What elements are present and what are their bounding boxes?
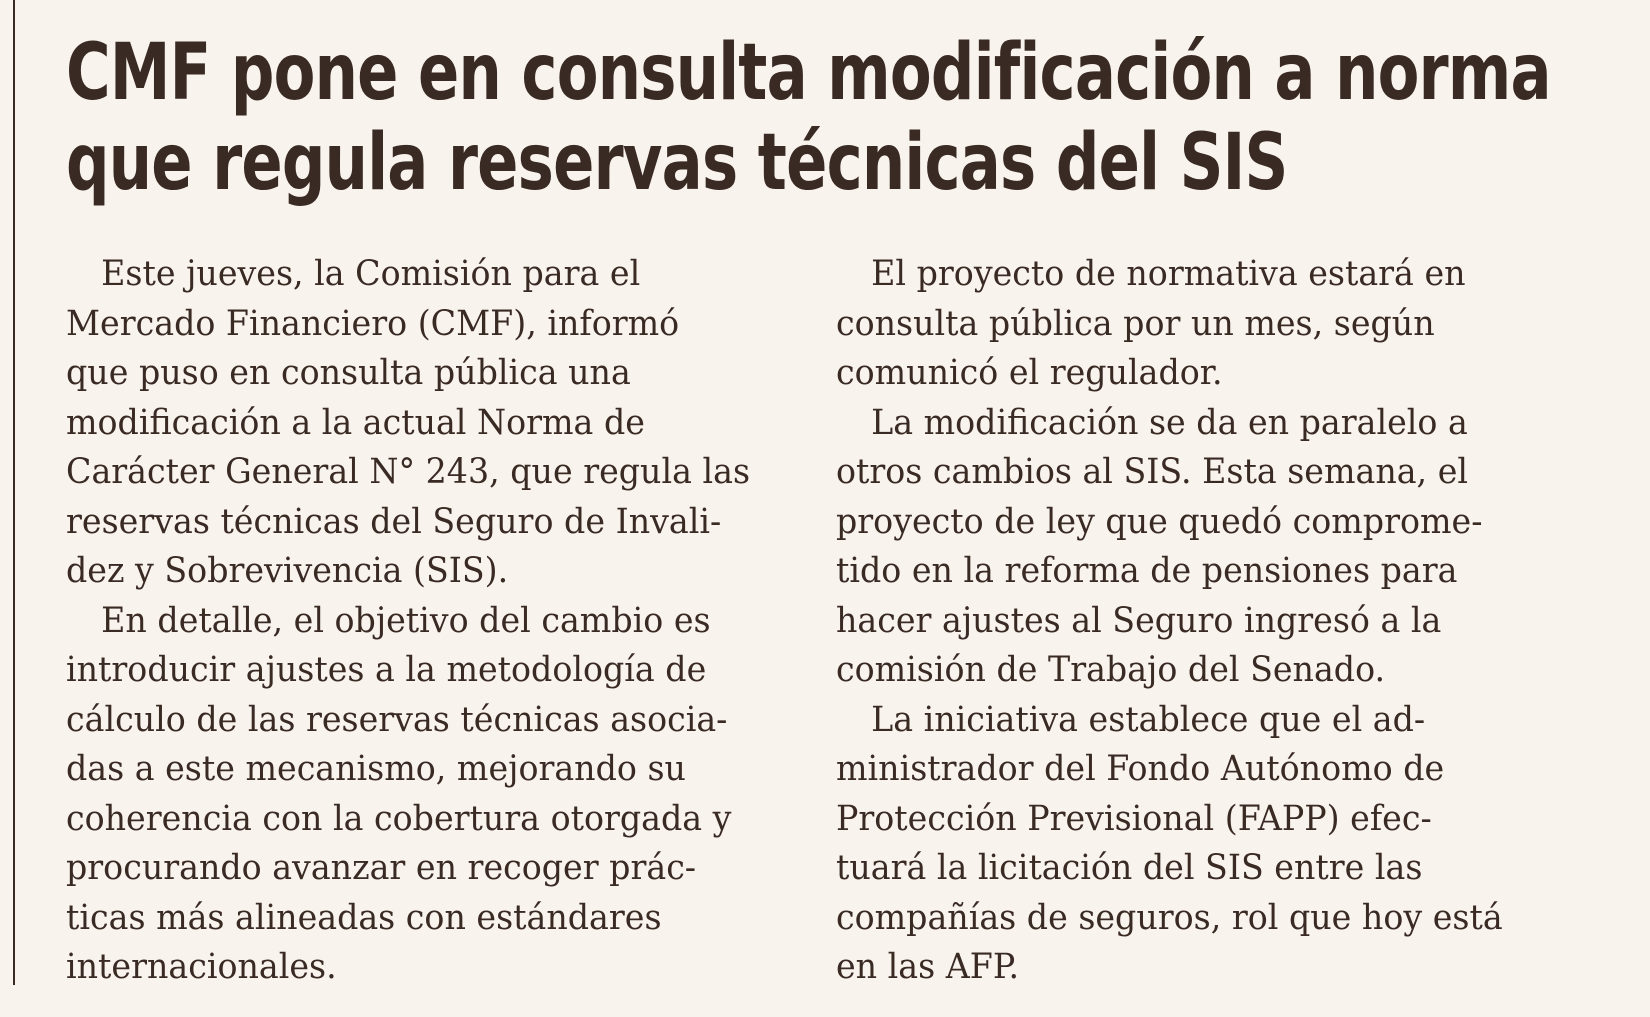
- headline-line: CMF pone en consulta modificación a norma: [66, 28, 1551, 118]
- body-text-line: ministrador del Fondo Autónomo de: [836, 749, 1445, 789]
- body-text-line: procurando avanzar en recoger prác-: [66, 848, 697, 888]
- body-text-line: Carácter General N° 243, que regula las: [66, 452, 751, 492]
- body-text-line: otros cambios al SIS. Esta semana, el: [836, 452, 1469, 492]
- column-rule: [13, 0, 15, 985]
- body-text-line: introducir ajustes a la metodología de: [66, 650, 707, 690]
- body-text-line: En detalle, el objetivo del cambio es: [101, 600, 711, 641]
- body-text-line: El proyecto de normativa estará en: [871, 254, 1466, 294]
- body-text-line: Este jueves, la Comisión para el: [101, 254, 641, 294]
- body-text-line: reservas técnicas del Seguro de Invali-: [66, 501, 722, 542]
- body-text-line: proyecto de ley que quedó comprome-: [836, 501, 1483, 542]
- body-text-line: Protección Previsional (FAPP) efec-: [836, 798, 1432, 839]
- body-text-line: dez y Sobrevivencia (SIS).: [66, 551, 509, 591]
- article-column-right: [836, 250, 1539, 993]
- headline-line: que regula reservas técnicas del SIS: [66, 118, 1288, 208]
- body-text-line: compañías de seguros, rol que hoy está: [836, 897, 1503, 938]
- body-text-line: tuará la licitación del SIS entre las: [836, 848, 1423, 888]
- body-text-line: comunicó el regulador.: [836, 353, 1223, 393]
- body-text-line: cálculo de las reservas técnicas asocia-: [66, 699, 728, 740]
- body-text-line: tido en la reforma de pensiones para: [836, 551, 1458, 591]
- article-column-left: [66, 250, 769, 993]
- article-headline: [66, 28, 1551, 208]
- body-text-line: La iniciativa establece que el ad-: [871, 699, 1426, 740]
- body-text-line: modificación a la actual Norma de: [66, 402, 645, 443]
- body-text-line: en las AFP.: [836, 947, 1020, 987]
- body-text-line: hacer ajustes al Seguro ingresó a la: [836, 600, 1442, 641]
- body-text-line: coherencia con la cobertura otorgada y: [66, 798, 732, 839]
- body-text-line: consulta pública por un mes, según: [836, 303, 1435, 344]
- body-text-line: La modificación se da en paralelo a: [871, 402, 1468, 443]
- body-text-line: internacionales.: [66, 947, 337, 987]
- body-text-line: comisión de Trabajo del Senado.: [836, 650, 1386, 690]
- body-text-line: que puso en consulta pública una: [66, 353, 631, 393]
- body-text-line: ticas más alineadas con estándares: [66, 897, 662, 938]
- body-text-line: Mercado Financiero (CMF), informó: [66, 303, 680, 344]
- body-text-line: das a este mecanismo, mejorando su: [66, 749, 686, 789]
